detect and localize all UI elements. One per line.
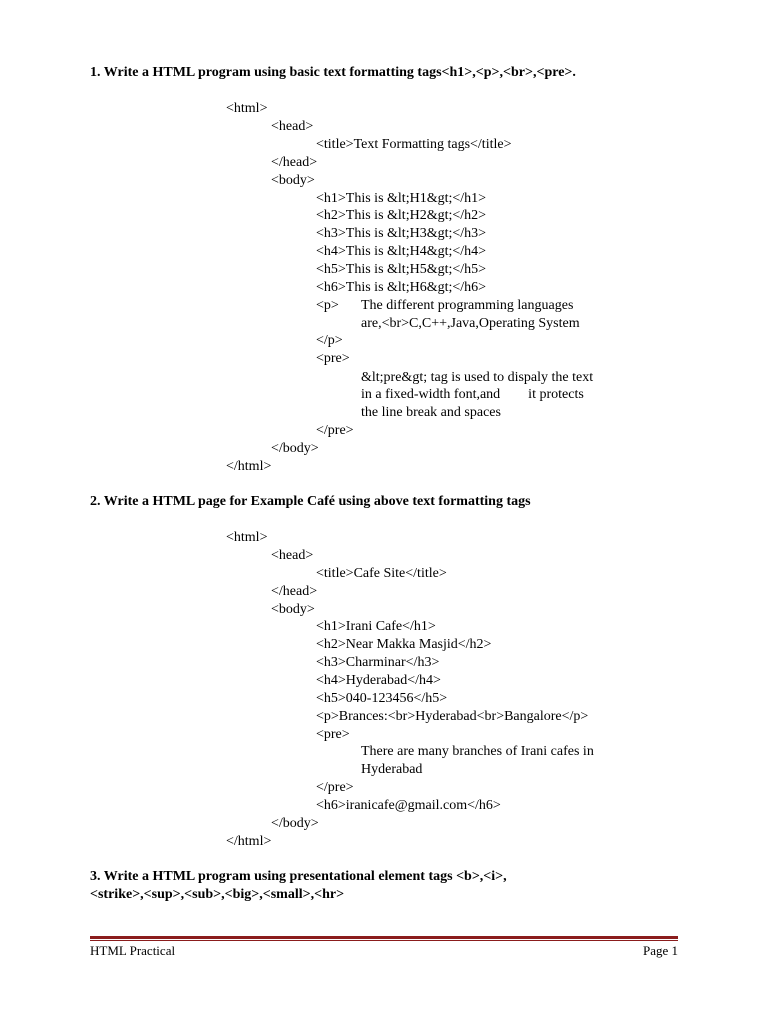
code-line: <body> [271,602,315,617]
code-line: <title>Cafe Site</title> [316,566,447,581]
code-line: <p> [316,298,339,313]
code-line: <html> [226,101,268,116]
code-line: <html> [226,530,268,545]
code-line: <h4>This is &lt;H4&gt;</h4> [316,244,487,259]
page-number: Page 1 [642,943,678,958]
code-line: </body> [271,816,319,831]
code-line: <h4>Hyderabad</h4> [316,673,441,688]
code-line: <title>Text Formatting tags</title> [316,137,512,152]
code-line: are,<br>C,C++,Java,Operating System [361,316,580,331]
code-line: <h1>Irani Cafe</h1> [316,619,436,634]
code-line: </p> [316,333,343,348]
code-line: <h2>Near Makka Masjid</h2> [316,637,492,652]
code-line: </html> [226,834,272,849]
code-line: </pre> [316,780,354,795]
code-line: </body> [271,441,319,456]
code-line: <h5>040-123456</h5> [316,691,448,706]
footer-rule [90,936,678,939]
code-line: <h6>This is &lt;H6&gt;</h6> [316,280,487,295]
code-line: <h3>This is &lt;H3&gt;</h3> [316,226,487,241]
code-line: <pre> [316,727,350,742]
question-1-title: 1. Write a HTML program using basic text formatting tags<h1>,<p>,<br>,<pre>. [90,65,576,80]
question-2-title: 2. Write a HTML page for Example Café using above text formatting tags [90,494,531,509]
code-line: &lt;pre&gt; tag is used to dispaly the text [361,370,594,385]
code-line: <h6>iranicafe@gmail.com</h6> [316,798,501,813]
code-line: Hyderabad [361,762,423,777]
code-line: <pre> [316,351,350,366]
question-3-title-continued: <strike>,<sup>,<sub>,<big>,<small>,<hr> [90,887,345,902]
footer-rule-thin [90,940,678,941]
footer-title: HTML Practical [90,943,176,958]
code-line: <h3>Charminar</h3> [316,655,440,670]
code-line: in a fixed-width font,and it protects [361,387,584,402]
code-line: There are many branches of Irani cafes in [361,744,594,759]
code-line: <p>Brances:<br>Hyderabad<br>Bangalore</p> [316,709,589,724]
code-line: </html> [226,459,272,474]
code-line: <h2>This is &lt;H2&gt;</h2> [316,208,487,223]
question-3-title: 3. Write a HTML program using presentational element tags <b>,<i>, [90,869,507,884]
code-line: <body> [271,173,315,188]
code-line: the line break and spaces [361,405,501,420]
code-line: <h1>This is &lt;H1&gt;</h1> [316,191,487,206]
code-line: <head> [271,119,314,134]
code-line: </head> [271,155,318,170]
code-line: The different programming languages [361,298,574,313]
code-line: <h5>This is &lt;H5&gt;</h5> [316,262,487,277]
code-line: <head> [271,548,314,563]
code-line: </pre> [316,423,354,438]
code-line: </head> [271,584,318,599]
